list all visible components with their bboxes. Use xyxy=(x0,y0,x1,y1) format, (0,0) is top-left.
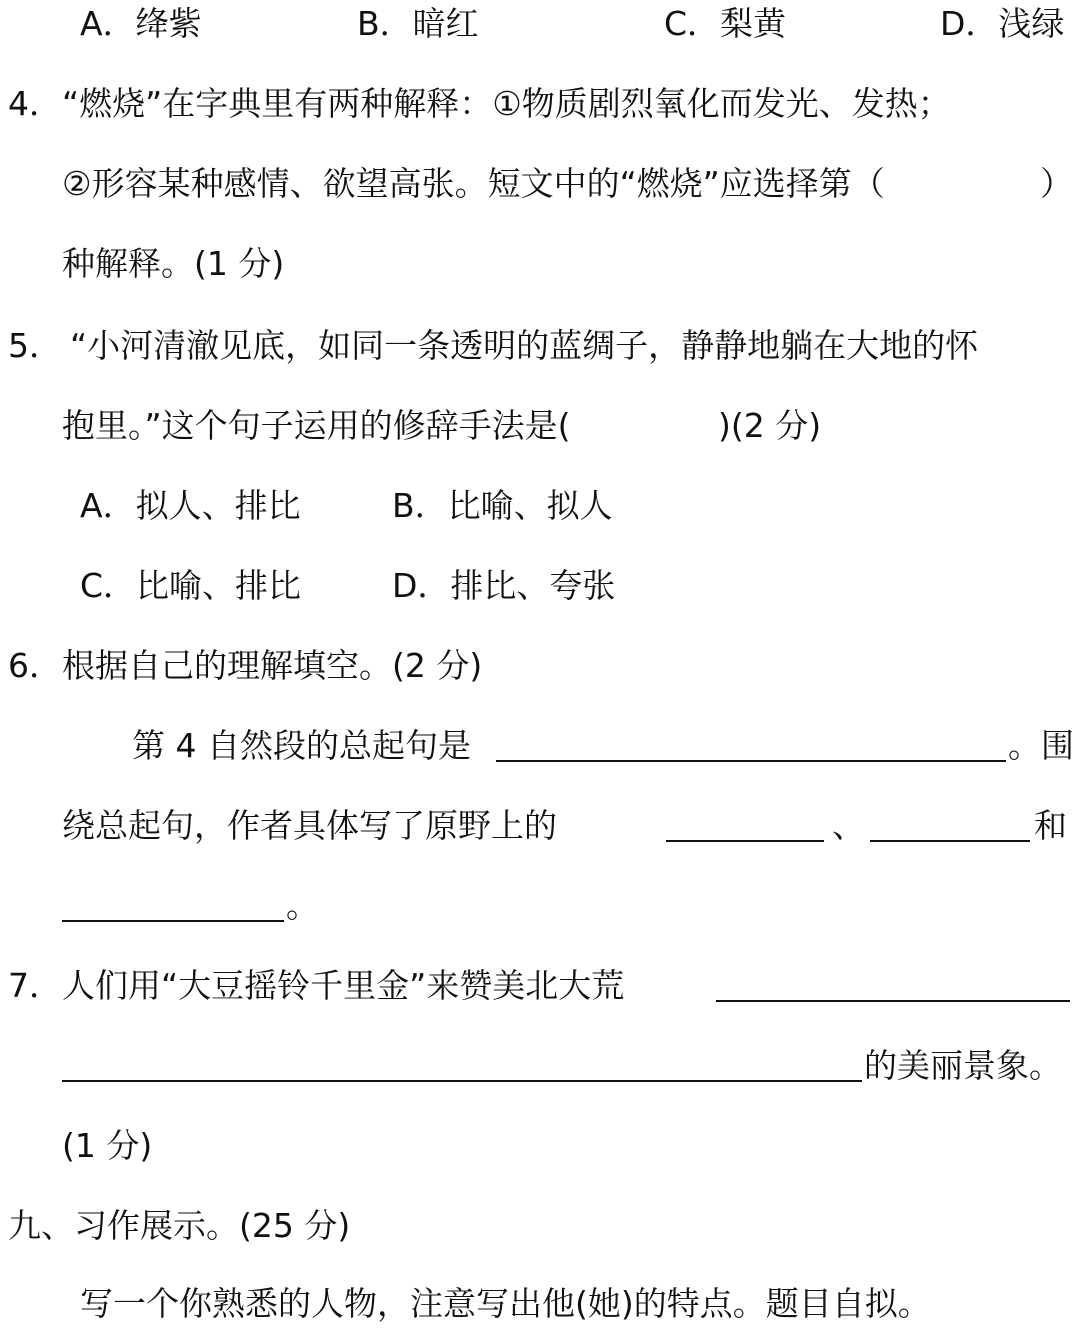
section-9-prompt-text: 写一个你熟悉的人物，注意写出他(她)的特点。题目自拟。 xyxy=(80,1284,931,1323)
q5-score: )(2 分) xyxy=(718,406,822,445)
q5-line-2 xyxy=(0,396,1080,456)
section-9-title-text: 九、习作展示。(25 分) xyxy=(8,1206,351,1245)
q7-blank-2[interactable] xyxy=(62,1080,862,1082)
q4-line-3 xyxy=(0,234,1080,294)
q3-options xyxy=(0,0,1080,54)
section-9-title xyxy=(0,1196,1080,1256)
q5-option-c: C．比喻、排比 xyxy=(80,566,302,605)
q6-blank-3[interactable] xyxy=(870,840,1030,842)
q7-blank-1[interactable] xyxy=(716,1000,1070,1002)
q7-line-2 xyxy=(0,1036,1080,1096)
q6-text-1: 第 4 自然段的总起句是 xyxy=(132,726,471,765)
q5-text-1: “小河清澈见底，如同一条透明的蓝绸子，静静地躺在大地的怀 xyxy=(70,326,979,365)
q5-text-2: 抱里。”这个句子运用的修辞手法是( xyxy=(62,406,571,445)
q3-option-d: D．浅绿 xyxy=(940,4,1065,43)
q6-stem xyxy=(0,636,1080,696)
q5-option-b: B．比喻、拟人 xyxy=(392,486,613,525)
q4-text-1: “燃烧”在字典里有两种解释：①物质剧烈氧化而发光、发热； xyxy=(62,84,951,123)
q6-text-2: 绕总起句，作者具体写了原野上的 xyxy=(62,806,557,845)
q7-score: (1 分) xyxy=(62,1126,153,1165)
q6-text-2-end: 和 xyxy=(1034,806,1067,845)
q6-line-3 xyxy=(0,876,1080,936)
q7-line-3 xyxy=(0,1116,1080,1176)
q7-line-1 xyxy=(0,956,1080,1016)
q5-option-d: D．排比、夸张 xyxy=(392,566,616,605)
q3-option-b: B．暗红 xyxy=(357,4,479,43)
q6-line-2 xyxy=(0,796,1080,856)
q6-separator: 、 xyxy=(832,806,865,845)
q6-blank-1[interactable] xyxy=(496,760,1006,762)
q5-options-row-2 xyxy=(0,556,1080,616)
q7-text-1: 7．人们用“大豆摇铃千里金”来赞美北大荒 xyxy=(8,966,625,1005)
q4-number: 4． xyxy=(8,84,62,123)
q5-option-a: A．拟人、排比 xyxy=(80,486,301,525)
q7-text-2-end: 的美丽景象。 xyxy=(864,1046,1062,1085)
q6-text-1-end: 。围 xyxy=(1008,726,1074,765)
q6-line-1 xyxy=(0,716,1080,776)
q5-number: 5． xyxy=(8,326,62,365)
q6-stem-text: 6．根据自己的理解填空。(2 分) xyxy=(8,646,483,685)
q6-blank-4[interactable] xyxy=(62,920,284,922)
q5-line-1 xyxy=(0,316,1080,376)
q3-option-a: A．绛紫 xyxy=(80,4,202,43)
q4-line-1 xyxy=(0,74,1080,134)
q6-blank-2[interactable] xyxy=(666,840,824,842)
q3-option-c: C．梨黄 xyxy=(664,4,787,43)
q4-text-3: 种解释。(1 分) xyxy=(62,244,285,283)
q4-paren-close: ） xyxy=(1040,164,1073,203)
section-9-prompt xyxy=(0,1274,1080,1334)
q6-text-3-end: 。 xyxy=(286,886,319,925)
q4-line-2 xyxy=(0,154,1080,214)
q5-options-row-1 xyxy=(0,476,1080,536)
q4-text-2: ②形容某种感情、欲望高张。短文中的“燃烧”应选择第（ xyxy=(62,164,885,203)
